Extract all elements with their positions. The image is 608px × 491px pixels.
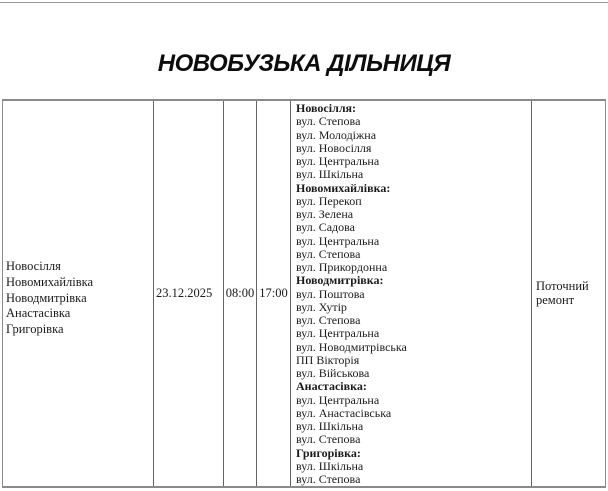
street-line: ПП Вікторія — [296, 352, 360, 367]
work-type-label: Поточний ремонт — [536, 279, 589, 307]
street-line: вул. Зелена — [296, 207, 354, 221]
street-line: вул. Степова — [296, 432, 361, 447]
street-line: вул. Поштова — [296, 286, 365, 301]
settlement-name: Новомихайлівка — [6, 274, 94, 289]
work-type-cell — [532, 101, 605, 486]
street-line: вул. Новосілля — [296, 140, 372, 155]
street-line: вул. Степова — [296, 246, 361, 261]
street-line: вул. Молодіжна — [296, 127, 377, 142]
settlement-name: Анастасівка — [6, 306, 71, 321]
street-line: вул. Військова — [296, 366, 370, 380]
settlement-list — [6, 259, 153, 339]
start-time-cell — [224, 101, 257, 486]
street-line: вул. Степова — [296, 114, 361, 129]
street-line: вул. Садова — [296, 220, 355, 235]
settlement-name: Григорівка — [6, 322, 64, 337]
street-line: вул. Прикордонна — [296, 260, 388, 274]
streets-cell — [291, 101, 532, 486]
street-line: Григорівка: — [296, 445, 361, 460]
start-time: 08:00 — [225, 286, 255, 300]
settlement-name: Новодмитрівка — [6, 290, 87, 305]
street-line: вул. Шкільна — [296, 458, 364, 473]
street-line: Новомихайлівка: — [296, 180, 391, 195]
street-line: вул. Центральна — [296, 326, 380, 341]
street-line: вул. Перекоп — [296, 193, 362, 208]
outage-schedule-table — [2, 99, 606, 488]
street-line: вул. Хутір — [296, 299, 347, 314]
end-time: 17:00 — [259, 286, 288, 300]
settlements-cell — [3, 101, 154, 486]
street-line: вул. Шкільна — [296, 419, 364, 433]
street-line: Новодмитрівка: — [296, 273, 384, 288]
street-list — [296, 102, 531, 486]
settlement-name: Новосілля — [6, 258, 61, 273]
street-line: вул. Степова — [296, 472, 361, 486]
date-cell — [154, 101, 224, 486]
street-line: вул. Новодмитрівська — [296, 339, 407, 354]
street-line: Анастасівка: — [296, 379, 367, 394]
top-divider-line — [0, 2, 608, 3]
street-line: вул. Анастасівська — [296, 405, 392, 420]
street-line: вул. Центральна — [296, 392, 380, 407]
end-time-cell — [257, 101, 291, 486]
street-line: вул. Степова — [296, 313, 361, 327]
street-line: Новосілля: — [296, 101, 357, 115]
street-line: вул. Шкільна — [296, 167, 364, 182]
street-line: вул. Центральна — [296, 233, 380, 248]
outage-date: 23.12.2025 — [156, 286, 213, 300]
page-title: НОВОБУЗЬКА ДІЛЬНИЦЯ — [157, 50, 451, 77]
street-line: вул. Центральна — [296, 154, 380, 168]
